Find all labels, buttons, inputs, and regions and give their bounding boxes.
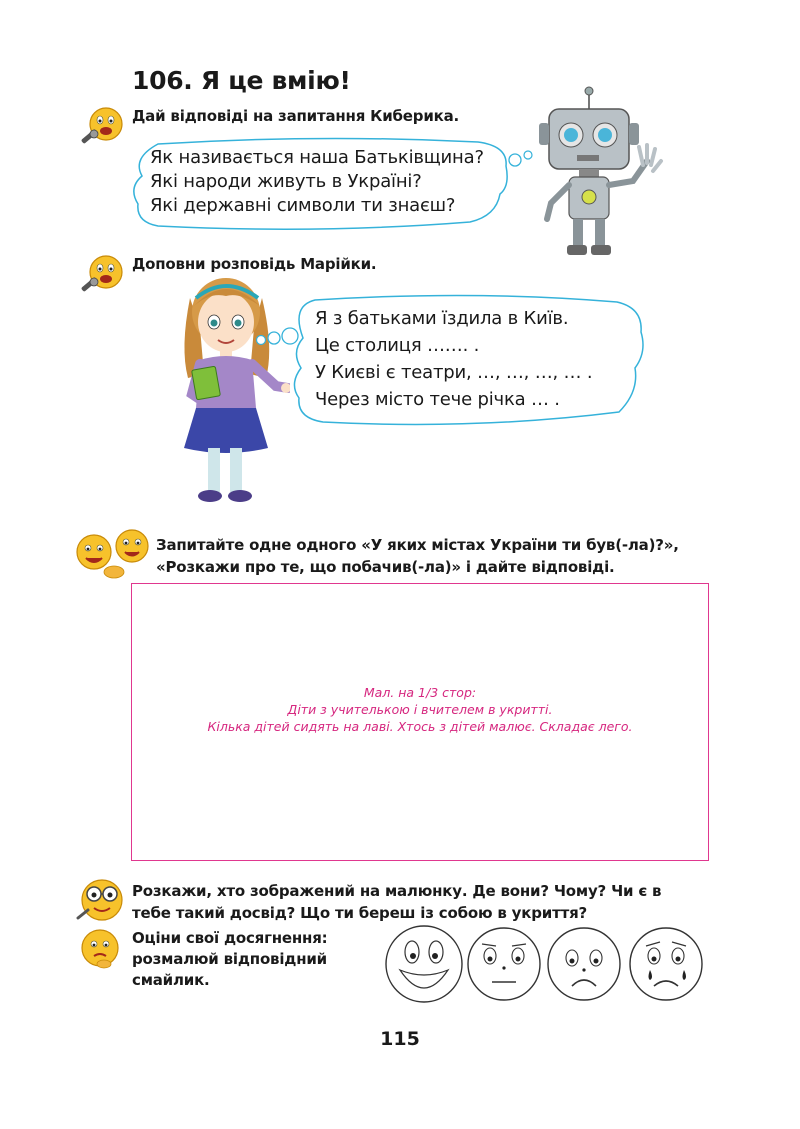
placeholder-line: Діти з учителькою і вчителем в укритті. — [287, 702, 553, 717]
task3-instruction-line: «Розкажи про те, що побачив(-ла)» і дайте відповіді. — [156, 558, 615, 576]
robot-illustration — [535, 85, 670, 265]
question-item: Які народи живуть в Україні? — [150, 171, 422, 192]
story-line: Через місто тече річка … . — [315, 389, 560, 410]
story-line: Це столиця ……. . — [315, 335, 480, 356]
story-lines — [315, 305, 592, 413]
task5-instruction-line: смайлик. — [132, 971, 210, 989]
neutral-smiley-icon[interactable] — [468, 928, 540, 1000]
task4-instruction-line: Розкажи, хто зображений на малюнку. Де вони? Чому? Чи є в — [132, 882, 662, 900]
story-line: Я з батьками їздила в Київ. — [315, 308, 569, 329]
two-smileys-handshake-icon — [72, 526, 154, 584]
crying-smiley-icon[interactable] — [630, 928, 702, 1000]
placeholder-line: Мал. на 1/3 стор: — [363, 685, 477, 700]
placeholder-line: Кілька дітей сидять на лаві. Хтось з дітей малює. Складає лего. — [207, 719, 633, 734]
question-item: Як називається наша Батьківщина? — [150, 147, 484, 168]
microphone-smiley-icon — [72, 248, 132, 308]
story-line: У Києві є театри, …, …, …, … . — [315, 362, 593, 383]
task4-instruction-line: тебе такий досвід? Що ти береш із собою в укриття? — [132, 904, 588, 922]
smiley-with-glasses-icon — [72, 874, 130, 926]
page-number: 115 — [380, 1028, 420, 1050]
question-list — [150, 146, 484, 218]
picture-placeholder-text — [131, 684, 709, 735]
task3-instruction-line: Запитайте одне одного «У яких містах України ти був(-ла)?», — [156, 536, 679, 554]
task5-instruction-line: Оціни свої досягнення: — [132, 929, 328, 947]
task3-instruction — [156, 534, 679, 578]
sad-smiley-icon[interactable] — [548, 928, 620, 1000]
question-item: Які державні символи ти знаєш? — [150, 195, 456, 216]
task4-instruction — [132, 880, 661, 924]
thinking-smiley-icon — [74, 924, 126, 976]
task2-instruction: Доповни розповідь Марійки. — [132, 255, 377, 273]
rating-smileys — [384, 920, 714, 1006]
task1-instruction: Дай відповіді на запитання Киберика. — [132, 107, 460, 125]
task5-instruction-line: розмалюй відповідний — [132, 950, 327, 968]
happy-smiley-icon[interactable] — [386, 926, 462, 1002]
task5-instruction — [132, 928, 327, 991]
lesson-title: 106. Я це вмію! — [132, 66, 351, 95]
